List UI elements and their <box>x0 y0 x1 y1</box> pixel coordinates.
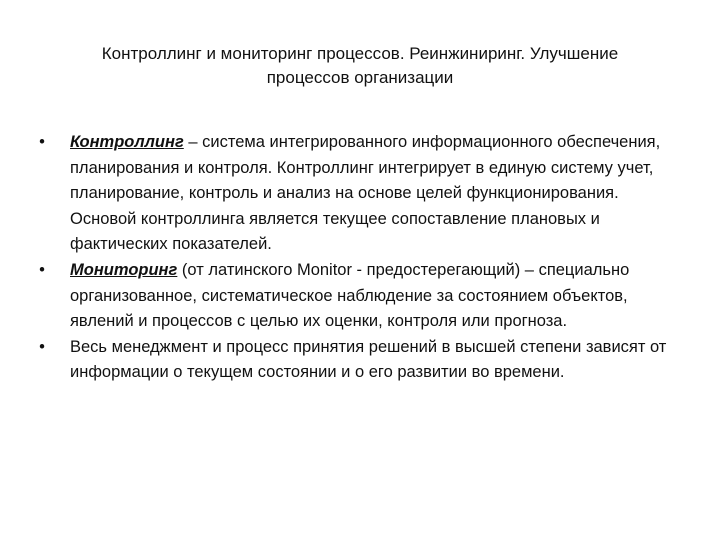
term-monitoring: Мониторинг <box>70 260 178 279</box>
term-controlling: Контроллинг <box>70 133 184 151</box>
bullet-text-management: Весь менеджмент и процесс принятия решений в высшей степени зависят от информации о текущем состоянии и о его развитии во времени. <box>70 337 667 382</box>
bullet-management <box>36 335 676 386</box>
bullet-dot-icon: • <box>39 260 45 279</box>
bullet-dot-icon: • <box>39 133 45 151</box>
bullet-dot-icon: • <box>39 337 45 356</box>
bullet-monitoring <box>36 258 676 335</box>
bullet-controlling <box>36 130 676 258</box>
bullet-list <box>36 130 676 386</box>
slide-title-line-1: Контроллинг и мониторинг процессов. Реинжиниринг. Улучшение <box>101 44 619 63</box>
slide-title-line-2: процессов организации <box>266 68 454 87</box>
slide-title <box>60 42 660 90</box>
bullet-text-monitoring: (от латинского Monitor - предостерегающий) – специально организованное, систематическое наблюдение за состоянием объектов, явлений и процессов с целью их оценки, контроля или прогноза. <box>70 260 630 331</box>
bullet-text-controlling: – система интегрированного информационного обеспечения, планирования и контроля. Контроллинг интегрирует в единую систему учет, планирование, контроль и анализ на основе целей функционирования. Основой контроллинга является текущее сопоставление плановых и фактических показателей. <box>70 133 661 254</box>
